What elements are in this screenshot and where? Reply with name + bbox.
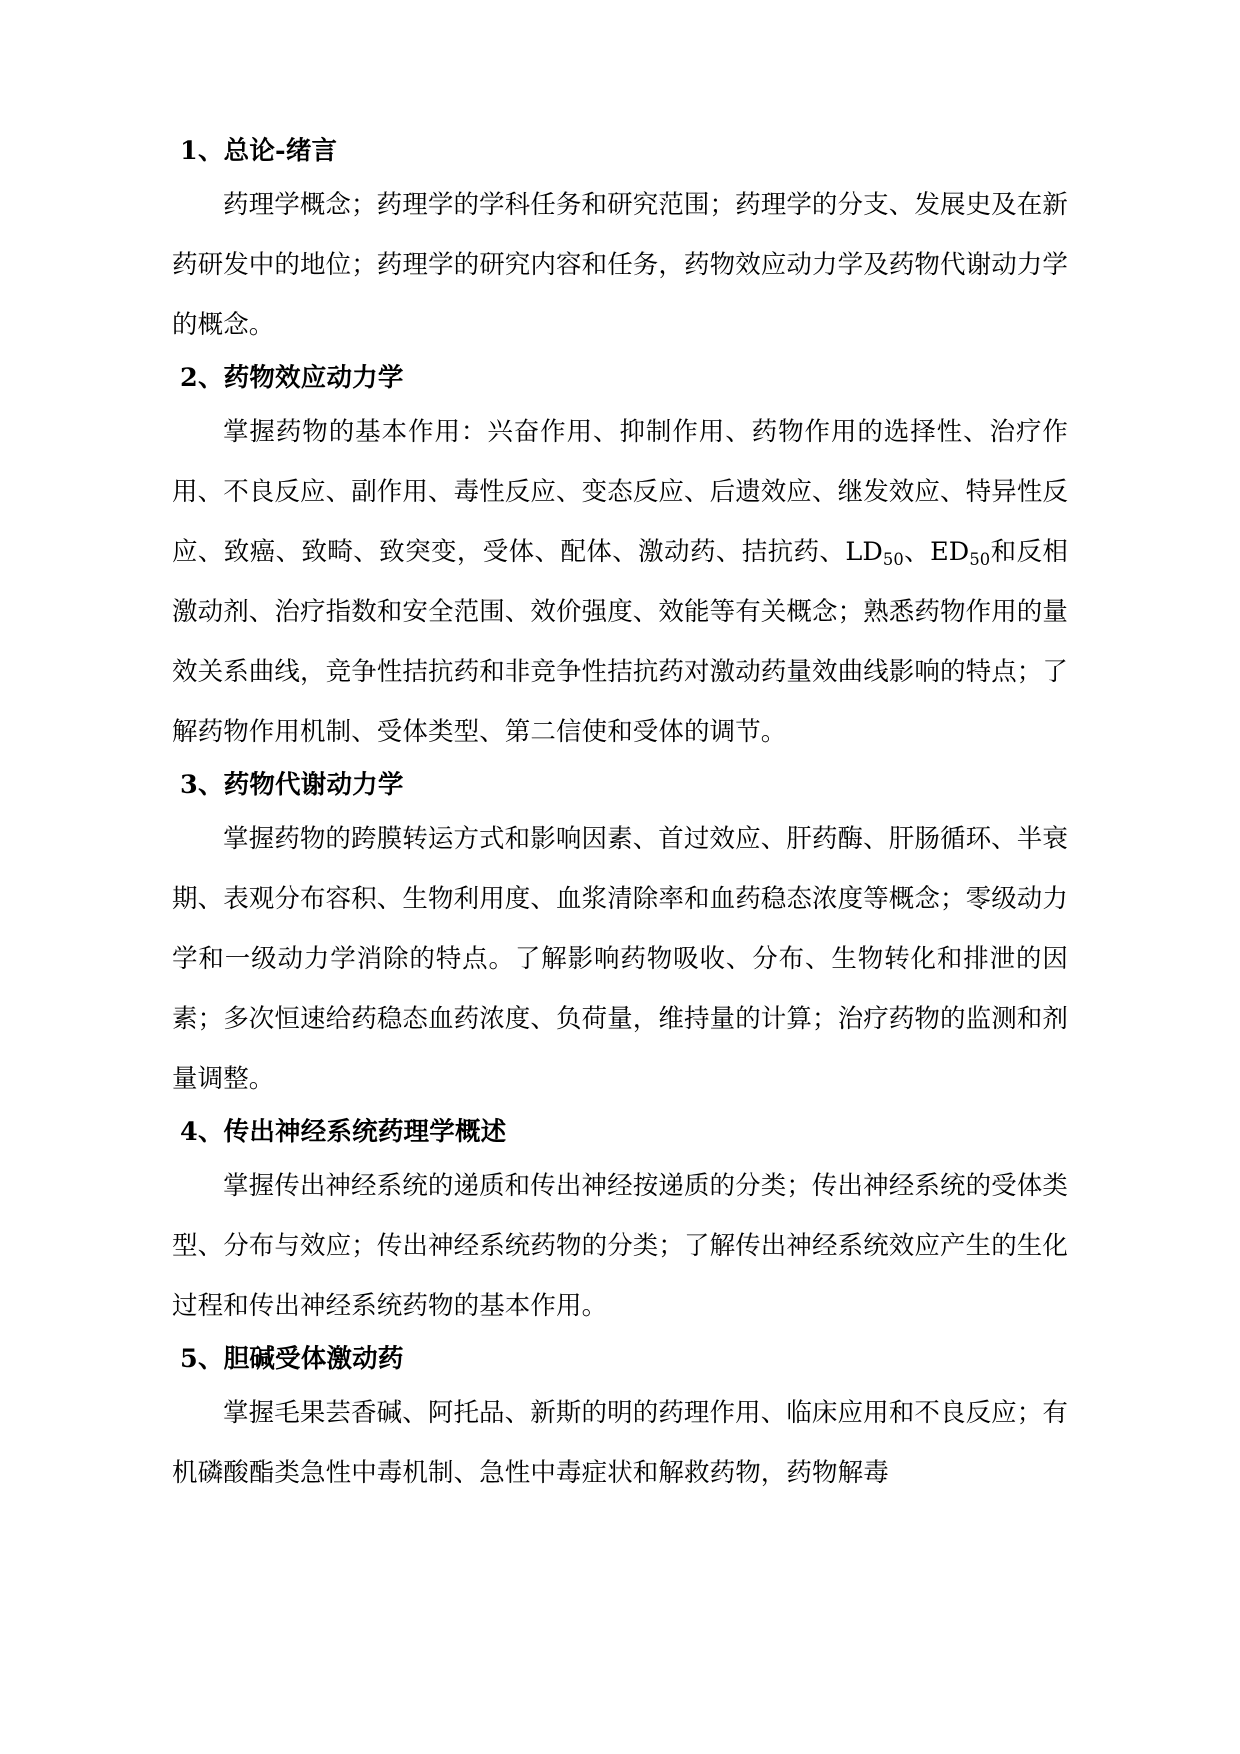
document-body [172,128,1068,1503]
section-3-heading: 3、药物代谢动力学 [180,770,404,800]
section-4-paragraph [172,1156,1068,1336]
section-3 [172,762,1068,1109]
section-2-paragraph-text-part1: 掌握药物的基本作用：兴奋作用、抑制作用、药物作用的选择性、治疗作用、不良反应、副作用、毒性反应、变态反应、后遗效应、继发效应、特异性反应、致癌、致畸、致突变，受体、配体、激动药、拮抗药、LD [172,417,1069,567]
ld50-subscript: 50 [882,550,904,570]
section-1-paragraph [172,175,1068,355]
section-4-heading: 4、传出神经系统药理学概述 [180,1117,507,1147]
section-4-paragraph-text: 掌握传出神经系统的递质和传出神经按递质的分类；传出神经系统的受体类型、分布与效应；传出神经系统药物的分类；了解传出神经系统效应产生的生化过程和传出神经系统药物的基本作用。 [172,1171,1069,1321]
section-3-paragraph-text: 掌握药物的跨膜转运方式和影响因素、首过效应、肝药酶、肝肠循环、半衰期、表观分布容积、生物利用度、血浆清除率和血药稳态浓度等概念；零级动力学和一级动力学消除的特点。了解影响药物吸收、分布、生物转化和排泄的因素；多次恒速给药稳态血药浓度、负荷量，维持量的计算；治疗药物的监测和剂量调整。 [172,824,1069,1094]
section-2-paragraph-text-part2: 、ED [903,537,970,567]
section-1-paragraph-text: 药理学概念；药理学的学科任务和研究范围；药理学的分支、发展史及在新药研发中的地位；药理学的研究内容和任务，药物效应动力学及药物代谢动力学的概念。 [172,190,1069,340]
section-2-heading: 2、药物效应动力学 [180,363,404,393]
section-3-paragraph [172,809,1068,1109]
section-1 [172,128,1068,355]
section-5 [172,1336,1068,1503]
section-2-paragraph-text-part3: 和反相激动剂、治疗指数和安全范围、效价强度、效能等有关概念；熟悉药物作用的量效关系曲线，竞争性拮抗药和非竞争性拮抗药对激动药量效曲线影响的特点；了解药物作用机制、受体类型、第二信使和受体的调节。 [172,537,1069,747]
section-2-paragraph [172,402,1068,762]
section-5-heading: 5、胆碱受体激动药 [180,1344,404,1374]
section-1-heading: 1、总论-绪言 [180,136,338,166]
section-5-paragraph-text: 掌握毛果芸香碱、阿托品、新斯的明的药理作用、临床应用和不良反应；有机磷酸酯类急性中毒机制、急性中毒症状和解救药物，药物解毒 [172,1398,1068,1488]
section-2 [172,355,1068,762]
section-5-paragraph [172,1383,1068,1503]
ed50-subscript: 50 [969,550,991,570]
section-4 [172,1109,1068,1336]
